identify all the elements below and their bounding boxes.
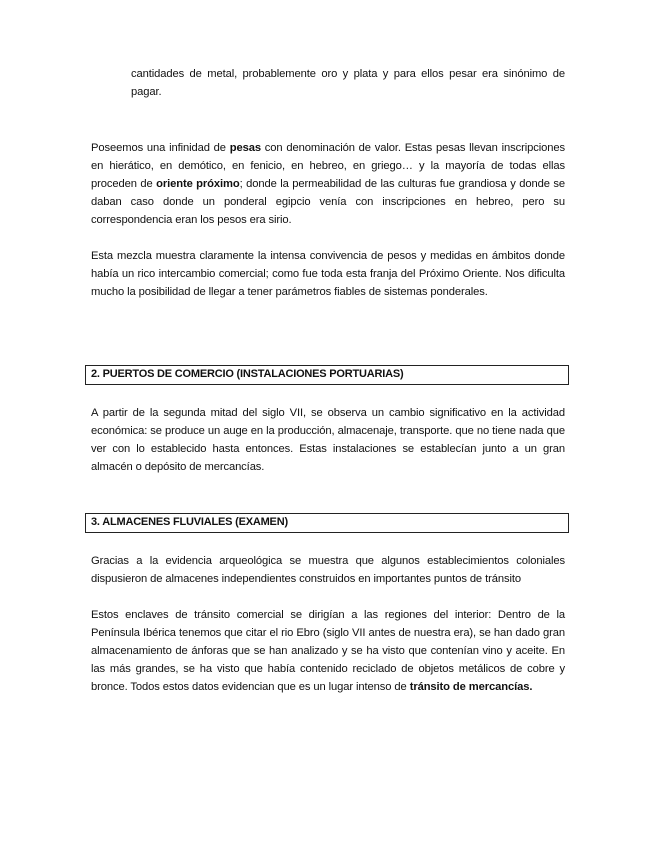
enclaves-text-1: Estos enclaves de tránsito comercial se dirigían a las regiones del interior: Dentro de la Península Ibérica tenemos que citar el rio Ebro (siglo VII antes de nuestra era), se han dado gran almacenamiento de ánforas que se han analizado y se ha visto que contenían vino y aceite. En las más grandes, se ha visto que había contenido reciclado de objetos metálicos de cobre y bronce. Todos estos datos evidencian que es un lugar intenso de	[91, 609, 565, 693]
section-3-heading: 3. ALMACENES FLUVIALES (EXAMEN)	[85, 513, 569, 533]
pesas-text-1: Poseemos una infinidad de	[91, 142, 230, 154]
section-2-paragraph: A partir de la segunda mitad del siglo VII, se observa un cambio significativo en la actividad económica: se produce un auge en la producción, almacenaje, transporte. que no tiene nada que ver con lo establecido hasta entonces. Estas instalaciones se establecían junto a un gran almacén o depósito de mercancías.	[91, 407, 565, 473]
pesas-paragraph	[91, 139, 565, 229]
mezcla-paragraph: Esta mezcla muestra claramente la intensa convivencia de pesos y medidas en ámbitos donde había un rico intercambio comercial; como fue toda esta franja del Próximo Oriente. Nos dificulta mucho la posibilidad de llegar a tener parámetros fiables de sistemas ponderales.	[91, 250, 565, 298]
pesas-text-2: con denominación de valor. Estas pesas llevan inscripciones en hierático, en demótico, en fenicio, en hebreo, en griego… y la mayoría de todas ellas proceden de	[91, 142, 565, 190]
pesas-text-3: ; donde la permeabilidad de las culturas fue grandiosa y donde se daban caso donde un ponderal egipcio venía con inscripciones en hebreo, pero su correspondencia eran los pesos era sirio.	[91, 178, 565, 226]
section-3-paragraph-2	[91, 606, 565, 696]
section-2-heading: 2. PUERTOS DE COMERCIO (INSTALACIONES PORTUARIAS)	[85, 365, 569, 385]
intro-continuation-paragraph: cantidades de metal, probablemente oro y plata y para ellos pesar era sinónimo de pagar.	[131, 68, 565, 98]
section-3-paragraph-1: Gracias a la evidencia arqueológica se muestra que algunos establecimientos coloniales dispusieron de almacenes independientes construidos en importantes puntos de tránsito	[91, 555, 565, 585]
enclaves-bold-1: tránsito de mercancías.	[409, 681, 533, 693]
pesas-bold-2: oriente próximo	[156, 178, 240, 190]
pesas-bold-1: pesas	[229, 142, 261, 154]
